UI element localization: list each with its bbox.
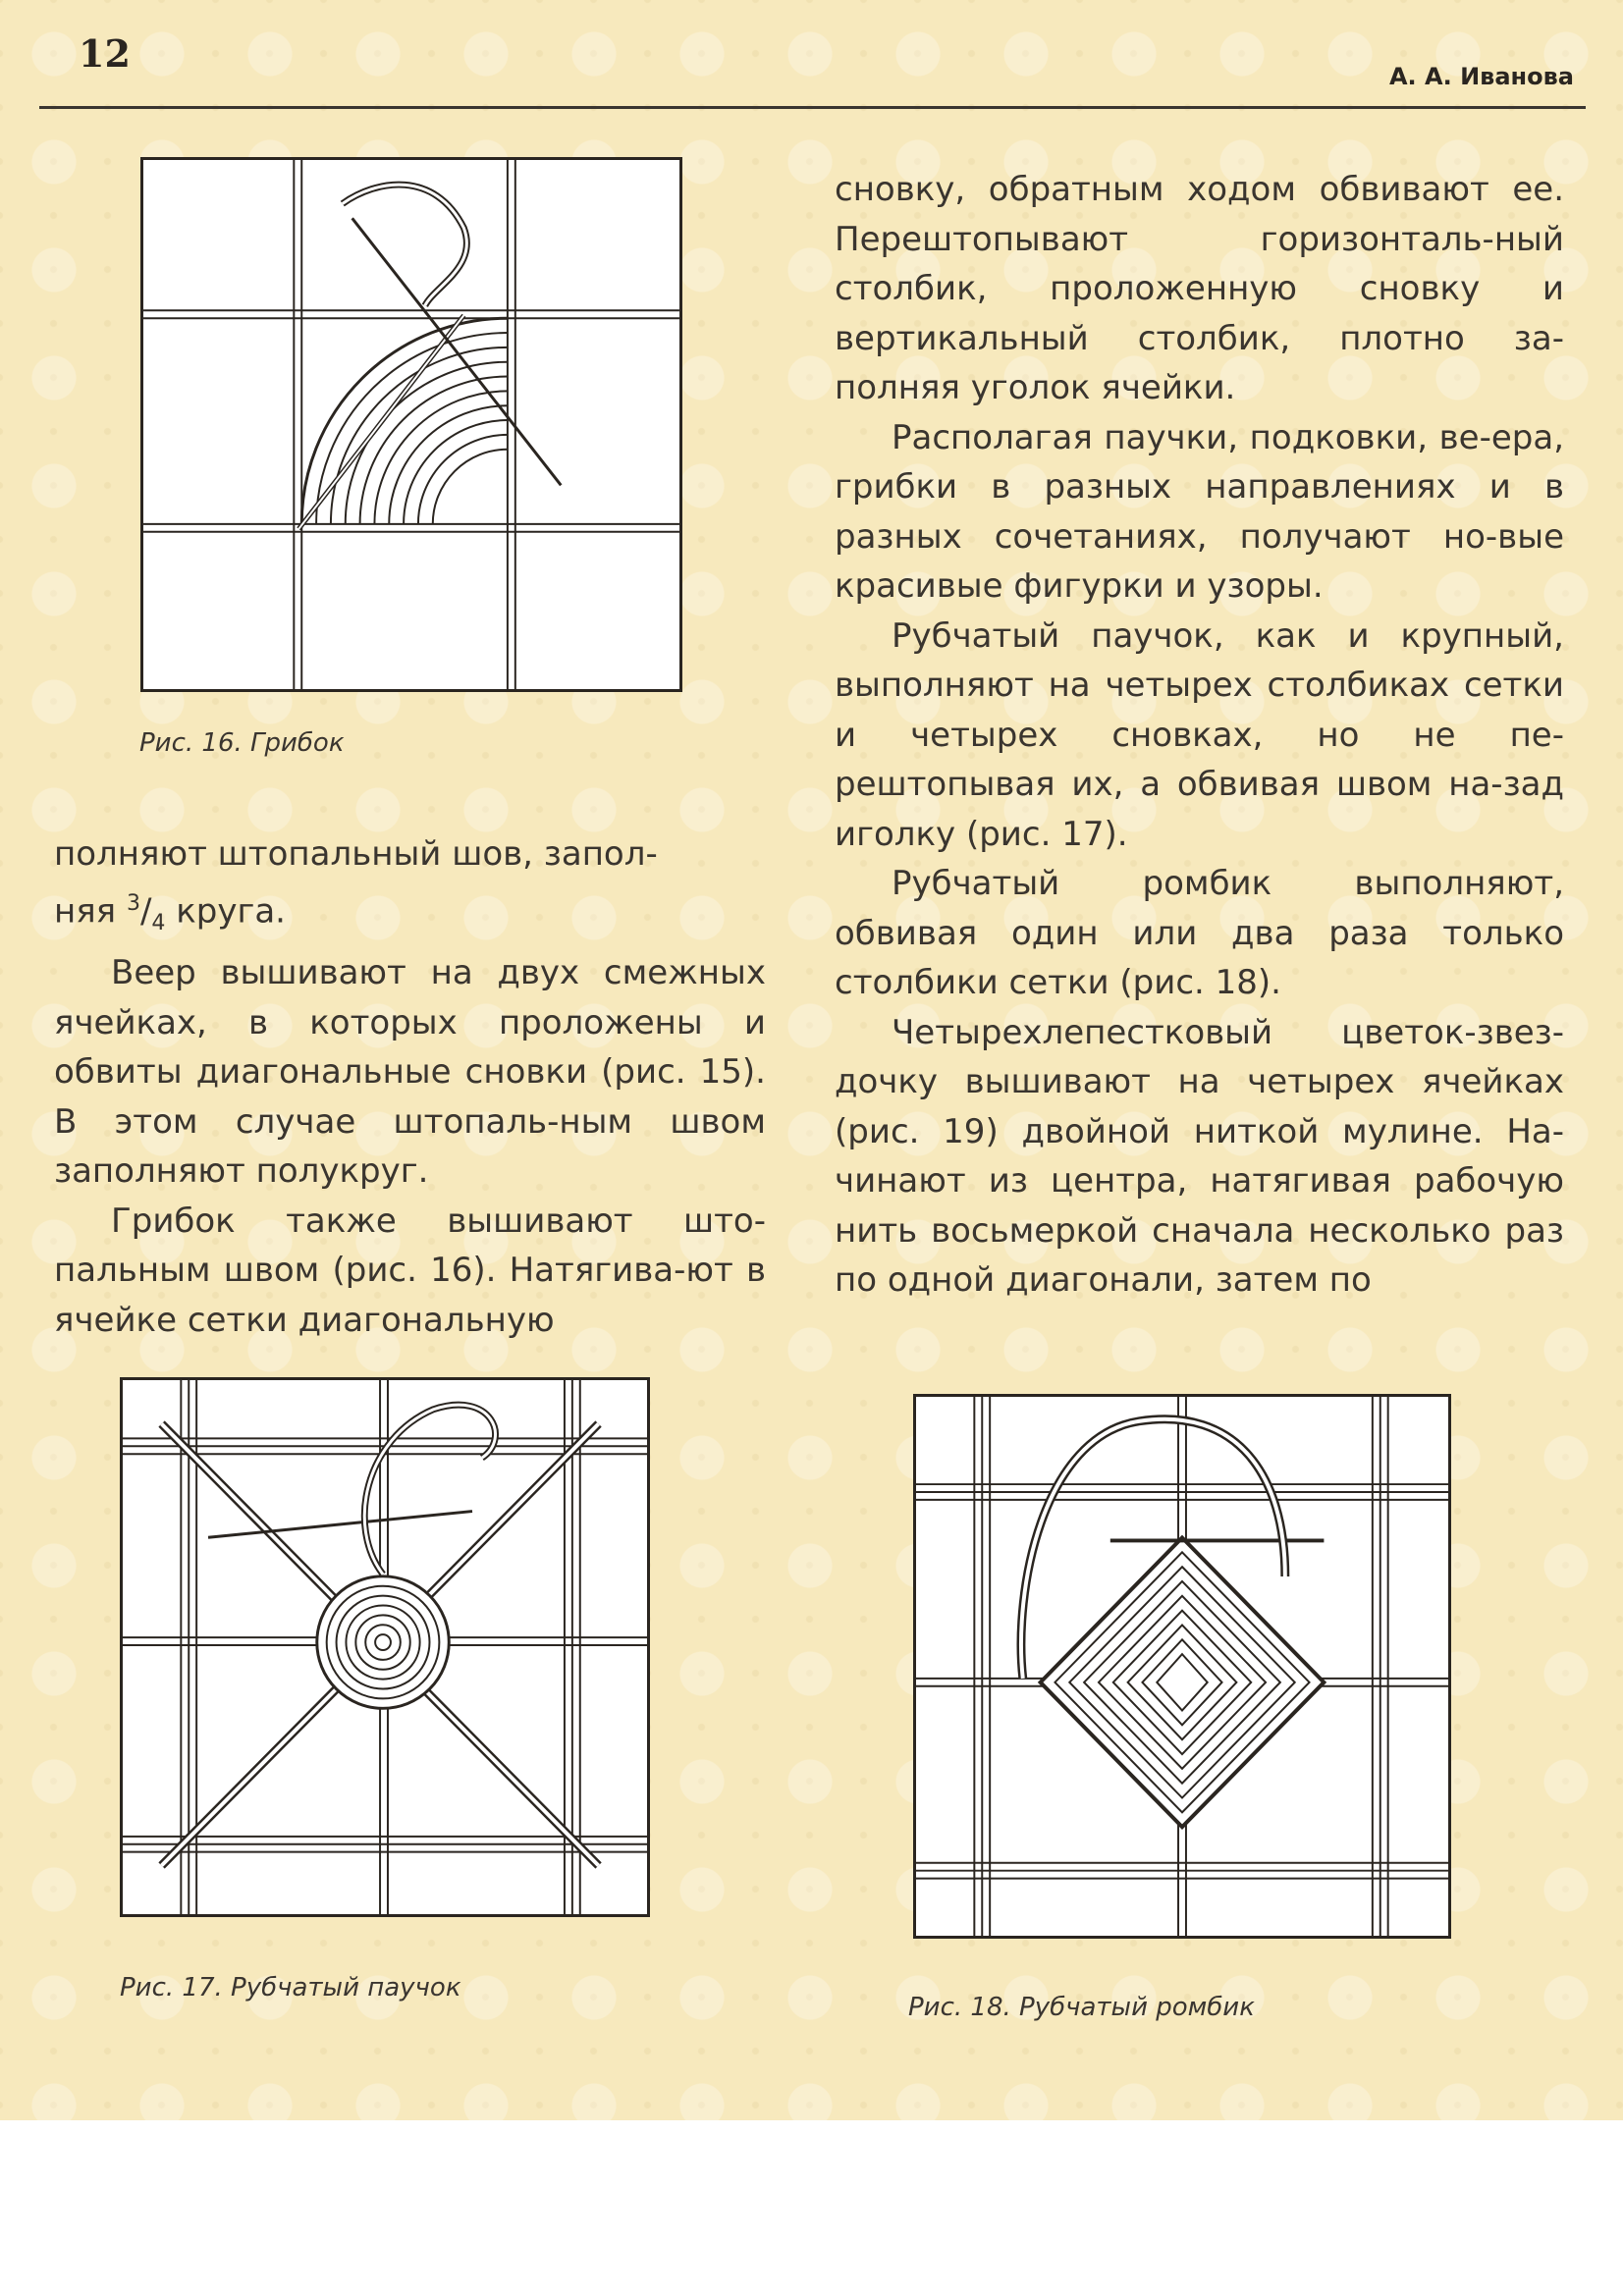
left-p1-line2-pre: няя xyxy=(54,890,127,931)
left-paragraph-continued: полняют штопальный шов, запол- няя $^3/_4$ круга. xyxy=(54,834,658,935)
figure-17-caption: Рис. 17. Рубчатый паучок xyxy=(120,1973,461,2002)
fraction-denominator: 4 xyxy=(151,910,166,935)
figure-16-mushroom-illustration xyxy=(140,157,682,692)
ribbed-rhombus-drawing xyxy=(916,1397,1448,1936)
ribbed-spider-drawing xyxy=(123,1380,647,1914)
right-paragraph-ribbed-rhombus: Рубчатый ромбик выполняют, обвивая один или два раза только столбики сетки (рис. 18). xyxy=(835,864,1564,1002)
left-paragraph-mushroom: Грибок также вышивают што-пальным швом (рис. 16). Натягива-ют в ячейке сетки диагональную xyxy=(54,1201,766,1340)
figure-18-caption: Рис. 18. Рубчатый ромбик xyxy=(908,1993,1255,2022)
figure-16-caption: Рис. 16. Грибок xyxy=(139,728,345,758)
left-paragraph-fan: Веер вышивают на двух смежных ячейках, в которых проложены и обвиты диагональные сновки (рис. 15). В этом случае штопаль-ным швом заполняют полукруг. xyxy=(54,953,766,1192)
header-rule xyxy=(39,106,1586,109)
left-p1-line2-post: круга. xyxy=(165,890,286,931)
fraction-numerator: 3 xyxy=(126,890,140,916)
figure-17-ribbed-spider-illustration xyxy=(120,1377,650,1917)
left-text-column xyxy=(54,829,766,1345)
right-paragraph-arrangements: Располагая паучки, подковки, ве-ера, грибки в разных направлениях и в разных сочетаниях, получают но-вые красивые фигурки и узоры. xyxy=(835,417,1564,606)
right-text-column xyxy=(835,165,1564,1306)
right-paragraph-ribbed-spider: Рубчатый паучок, как и крупный, выполняют на четырех столбиках сетки и четырех сновках, но не пе-рештопывая их, а обвивая швом на-зад иголку (рис. 17). xyxy=(835,615,1564,854)
figure-18-ribbed-rhombus-illustration xyxy=(913,1394,1451,1939)
mushroom-stitch-drawing xyxy=(143,160,679,689)
left-p1-line1: полняют штопальный шов, запол- xyxy=(54,834,658,874)
right-paragraph-continued: сновку, обратным ходом обвивают ее. Перештопывают горизонталь-ный столбик, проложенную сновку и вертикальный столбик, плотно за-полняя уголок ячейки. xyxy=(835,170,1564,407)
running-header-author: А. А. Иванова xyxy=(1388,63,1574,90)
right-paragraph-star-flower: Четырехлепестковый цветок-звез-дочку вышивают на четырех ячейках (рис. 19) двойной ниткой мулине. На-чинают из центра, натягивая рабочую нить восьмеркой сначала несколько раз по одной диагонали, затем по xyxy=(835,1012,1564,1300)
page-number: 12 xyxy=(79,31,131,76)
